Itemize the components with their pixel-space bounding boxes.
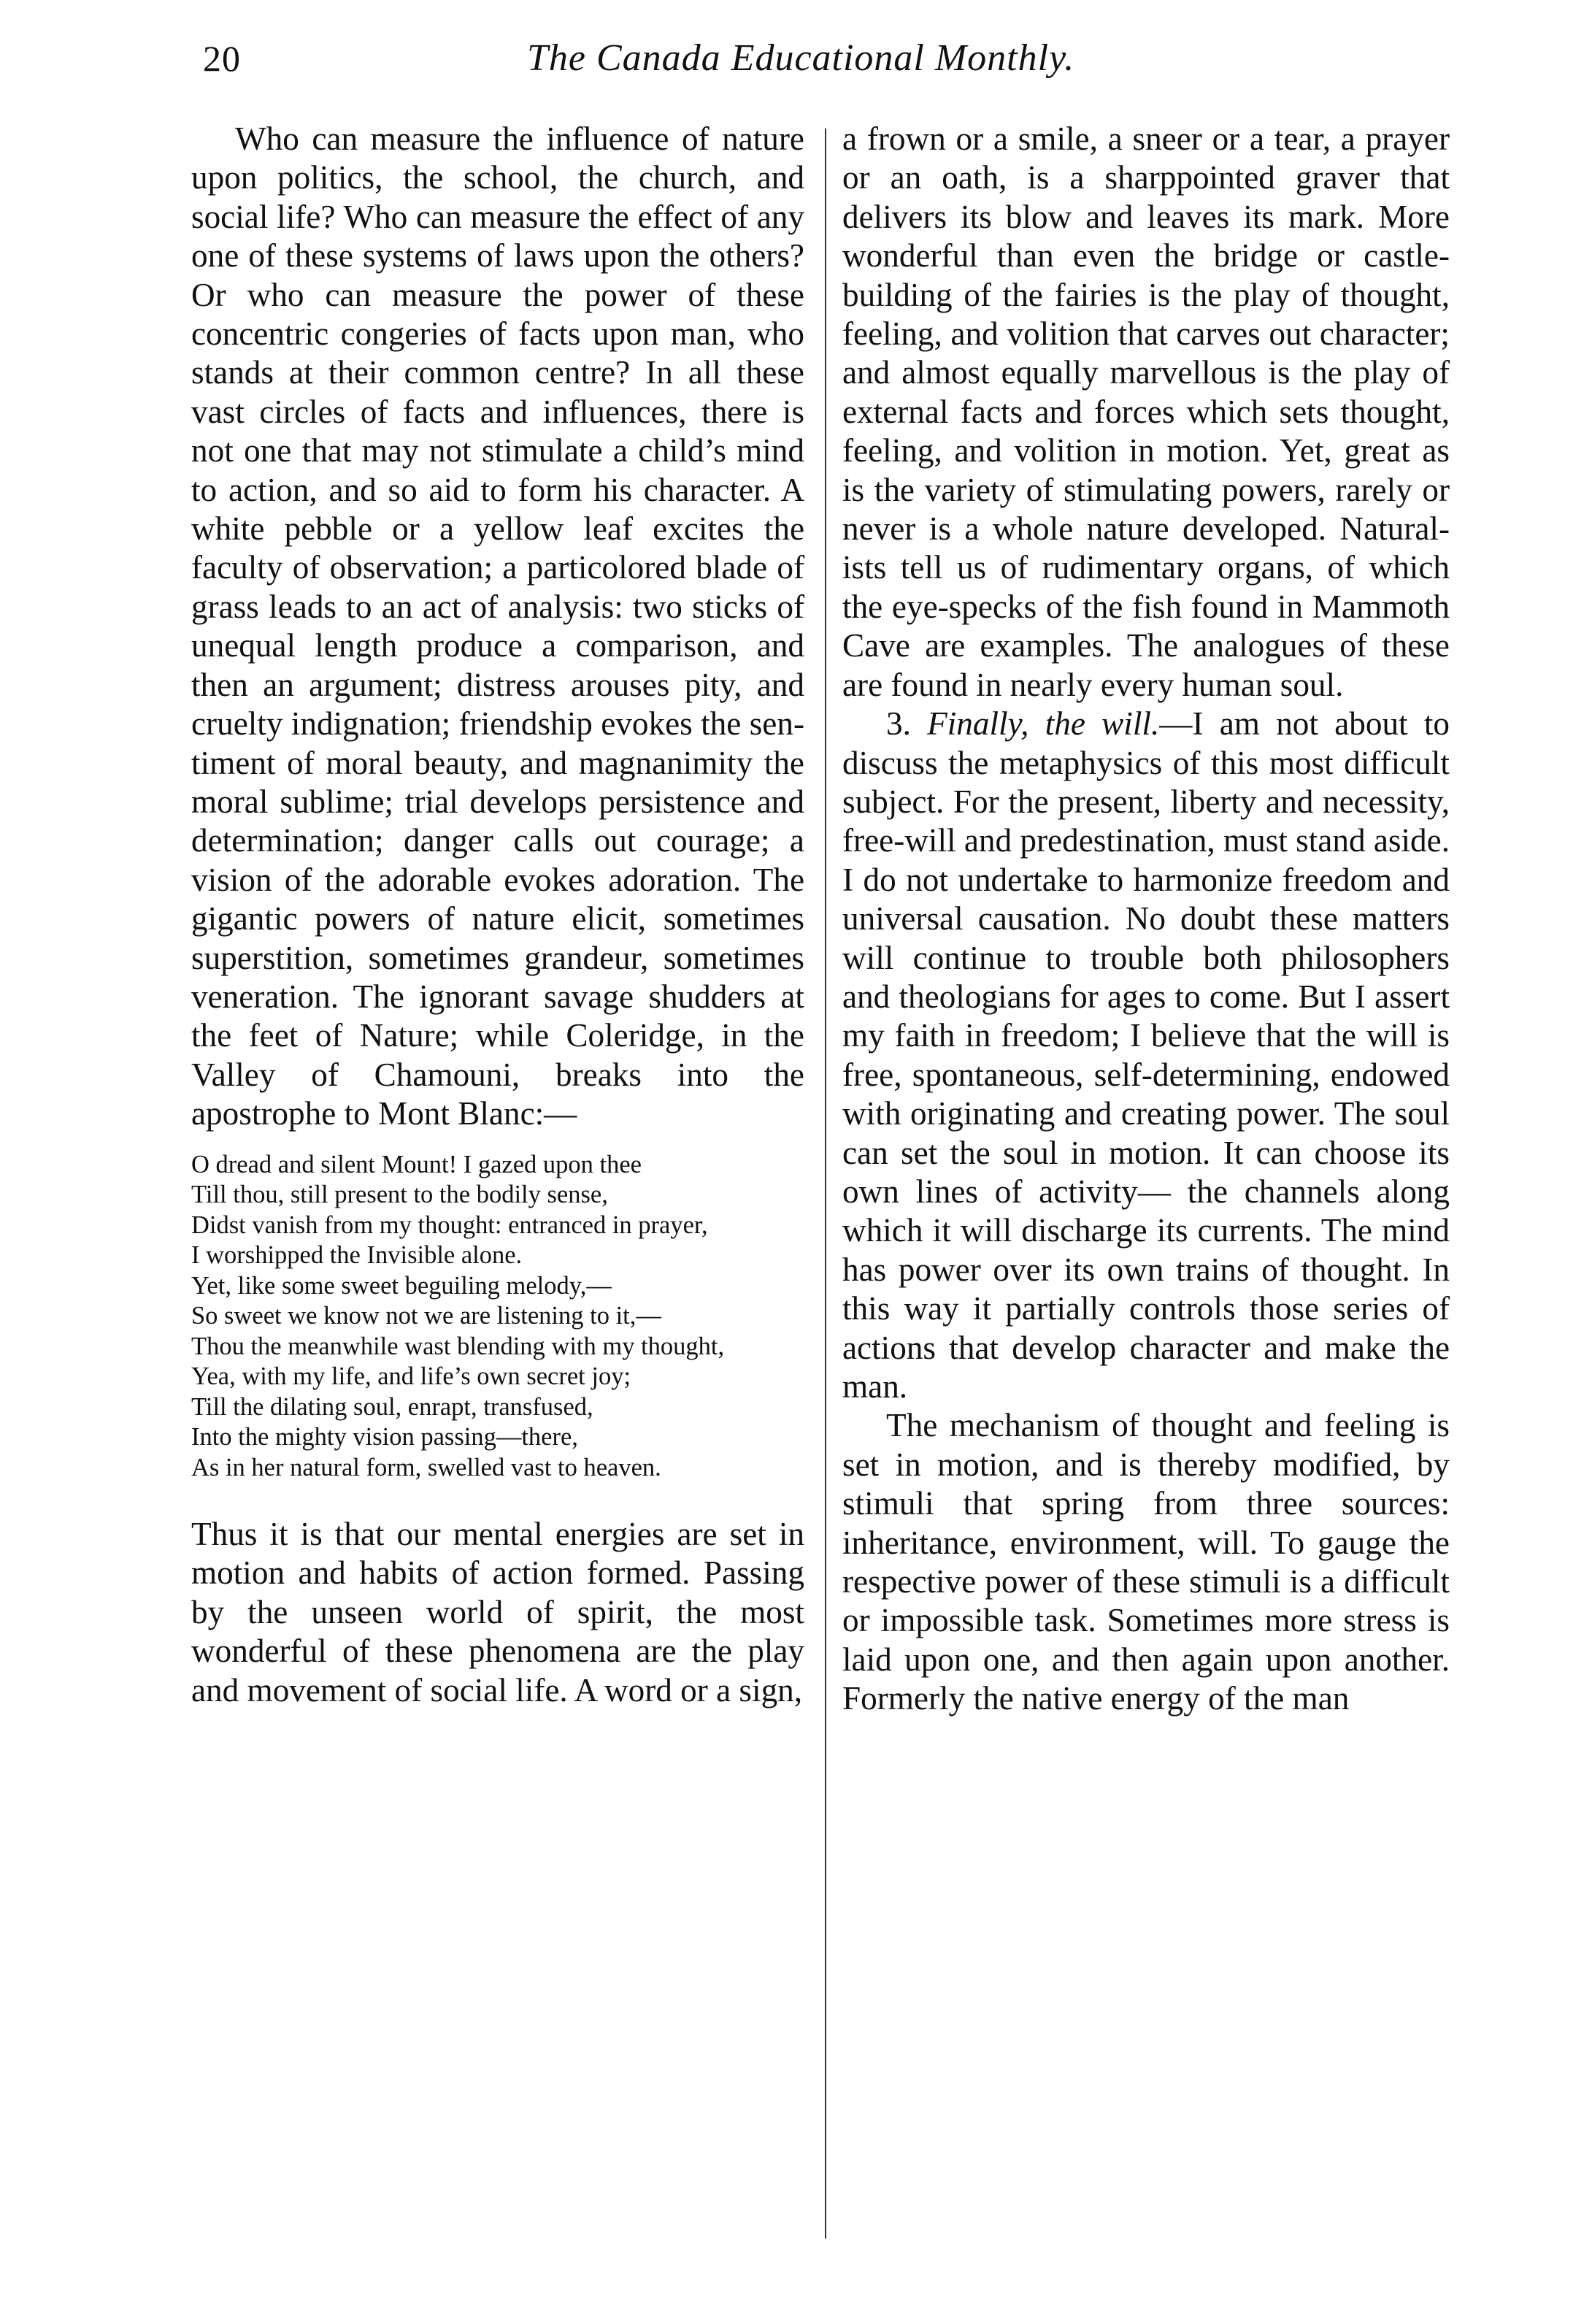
poem-line: So sweet we know not we are listening to it,— xyxy=(191,1302,661,1330)
running-title: The Canada Educational Monthly. xyxy=(527,37,1075,79)
column-divider xyxy=(825,129,826,2239)
poem-line: Till the dilating soul, enrapt, transfused, xyxy=(191,1392,593,1421)
right-paragraph-2 xyxy=(842,705,1450,1406)
page-number: 20 xyxy=(203,38,241,79)
right-paragraph-2-body: —I am not about to discuss the metaphysics of this most difficult subject. For the present, liberty and necessity, free-will and predestination, must stand aside. I do not undertake to harmonize freedom and universal causation. No doubt these matters will continue to trouble both philosophers and theologians for ages to come. But I assert my faith in freedom; I believe that the will is free, spontaneous, self-determining, endowed with originating and creating power. The soul can set the soul in motion. It can choose its own lines of activity— the channels along which it will discharge its currents. The mind has power over its own trains of thought. In this way it partially controls those series of actions that develop character and make the man. xyxy=(842,705,1450,1405)
poem-line: Into the mighty vision passing—there, xyxy=(191,1423,578,1451)
left-paragraph-2: Thus it is that our mental energies are set in motion and habits of action formed. Passing by the unseen world of spirit, the most wonderful of these phenomena are the play and movement of social life. A word or a sign, xyxy=(191,1516,804,1709)
poem-line: Till thou, still present to the bodily sense, xyxy=(191,1181,608,1209)
right-paragraph-1: a frown or a smile, a sneer or a tear, a prayer or an oath, is a sharppointed graver that delivers its blow and leaves its mark. More wonderful than even the bridge or castlebuilding of the fairies is the play of thought, feeling, and volition that carves out character; and almost equally marvellous is the play of external facts and forces which sets thought, feeling, and volition in motion. Yet, great as is the variety of stimulating powers, rarely or never is a whole nature developed. Naturalists tell us of rudimentary organs, of which the eye-specks of the fish found in Mammoth Cave are examples. The analogues of these are found in nearly every human soul. xyxy=(842,120,1450,703)
poem-line: Thou the meanwhile wast blending with my thought, xyxy=(191,1332,725,1360)
page-header xyxy=(191,35,1447,86)
poem-line: O dread and silent Mount! I gazed upon thee xyxy=(191,1150,642,1178)
poem-quotation xyxy=(191,1150,804,1484)
left-column xyxy=(191,120,804,1710)
right-paragraph-3: The mechanism of thought and feeling is set in motion, and is thereby modified, by stimuli that spring from three sources: inheritance, environment, will. To gauge the respective power of these stimuli is a difficult or impossible task. Sometimes more stress is laid upon one, and then again upon another. Formerly the native energy of the man xyxy=(842,1407,1450,1717)
section-number: 3. xyxy=(886,705,911,743)
left-paragraph-1: Who can measure the influence of nature upon politics, the school, the church, and social life? Who can measure the effect of any one of these systems of laws upon the others? Or who can measure the power of these concentric congeries of facts upon man, who stands at their common centre? In all these vast circles of facts and influences, there is not one that may not stimulate a child’s mind to action, and so aid to form his character. A white pebble or a yellow leaf excites the faculty of observation; a particolored blade of grass leads to an act of analysis: two sticks of unequal length produce a comparison, and then an argument; distress arouses pity, and cruelty indignation; friendship evokes the sentiment of moral beauty, and magnanimity the moral sublime; trial develops persistence and determination; danger calls out courage; a vision of the adorable evokes adoration. The gigantic powers of nature elicit, sometimes superstition, sometimes grandeur, sometimes veneration. The ignorant savage shudders at the feet of Nature; while Coleridge, in the Valley of Chamouni, breaks into the apostrophe to Mont Blanc:— xyxy=(191,120,804,1132)
poem-line: As in her natural form, swelled vast to heaven. xyxy=(191,1453,661,1481)
poem-line: I worshipped the Invisible alone. xyxy=(191,1241,523,1270)
poem-line: Yea, with my life, and life’s own secret joy; xyxy=(191,1362,631,1391)
poem-line: Didst vanish from my thought: entranced in prayer, xyxy=(191,1211,708,1239)
poem-line: Yet, like some sweet beguiling melody,— xyxy=(191,1271,612,1300)
section-heading: Finally, the will. xyxy=(927,705,1160,743)
right-column xyxy=(842,120,1450,1719)
